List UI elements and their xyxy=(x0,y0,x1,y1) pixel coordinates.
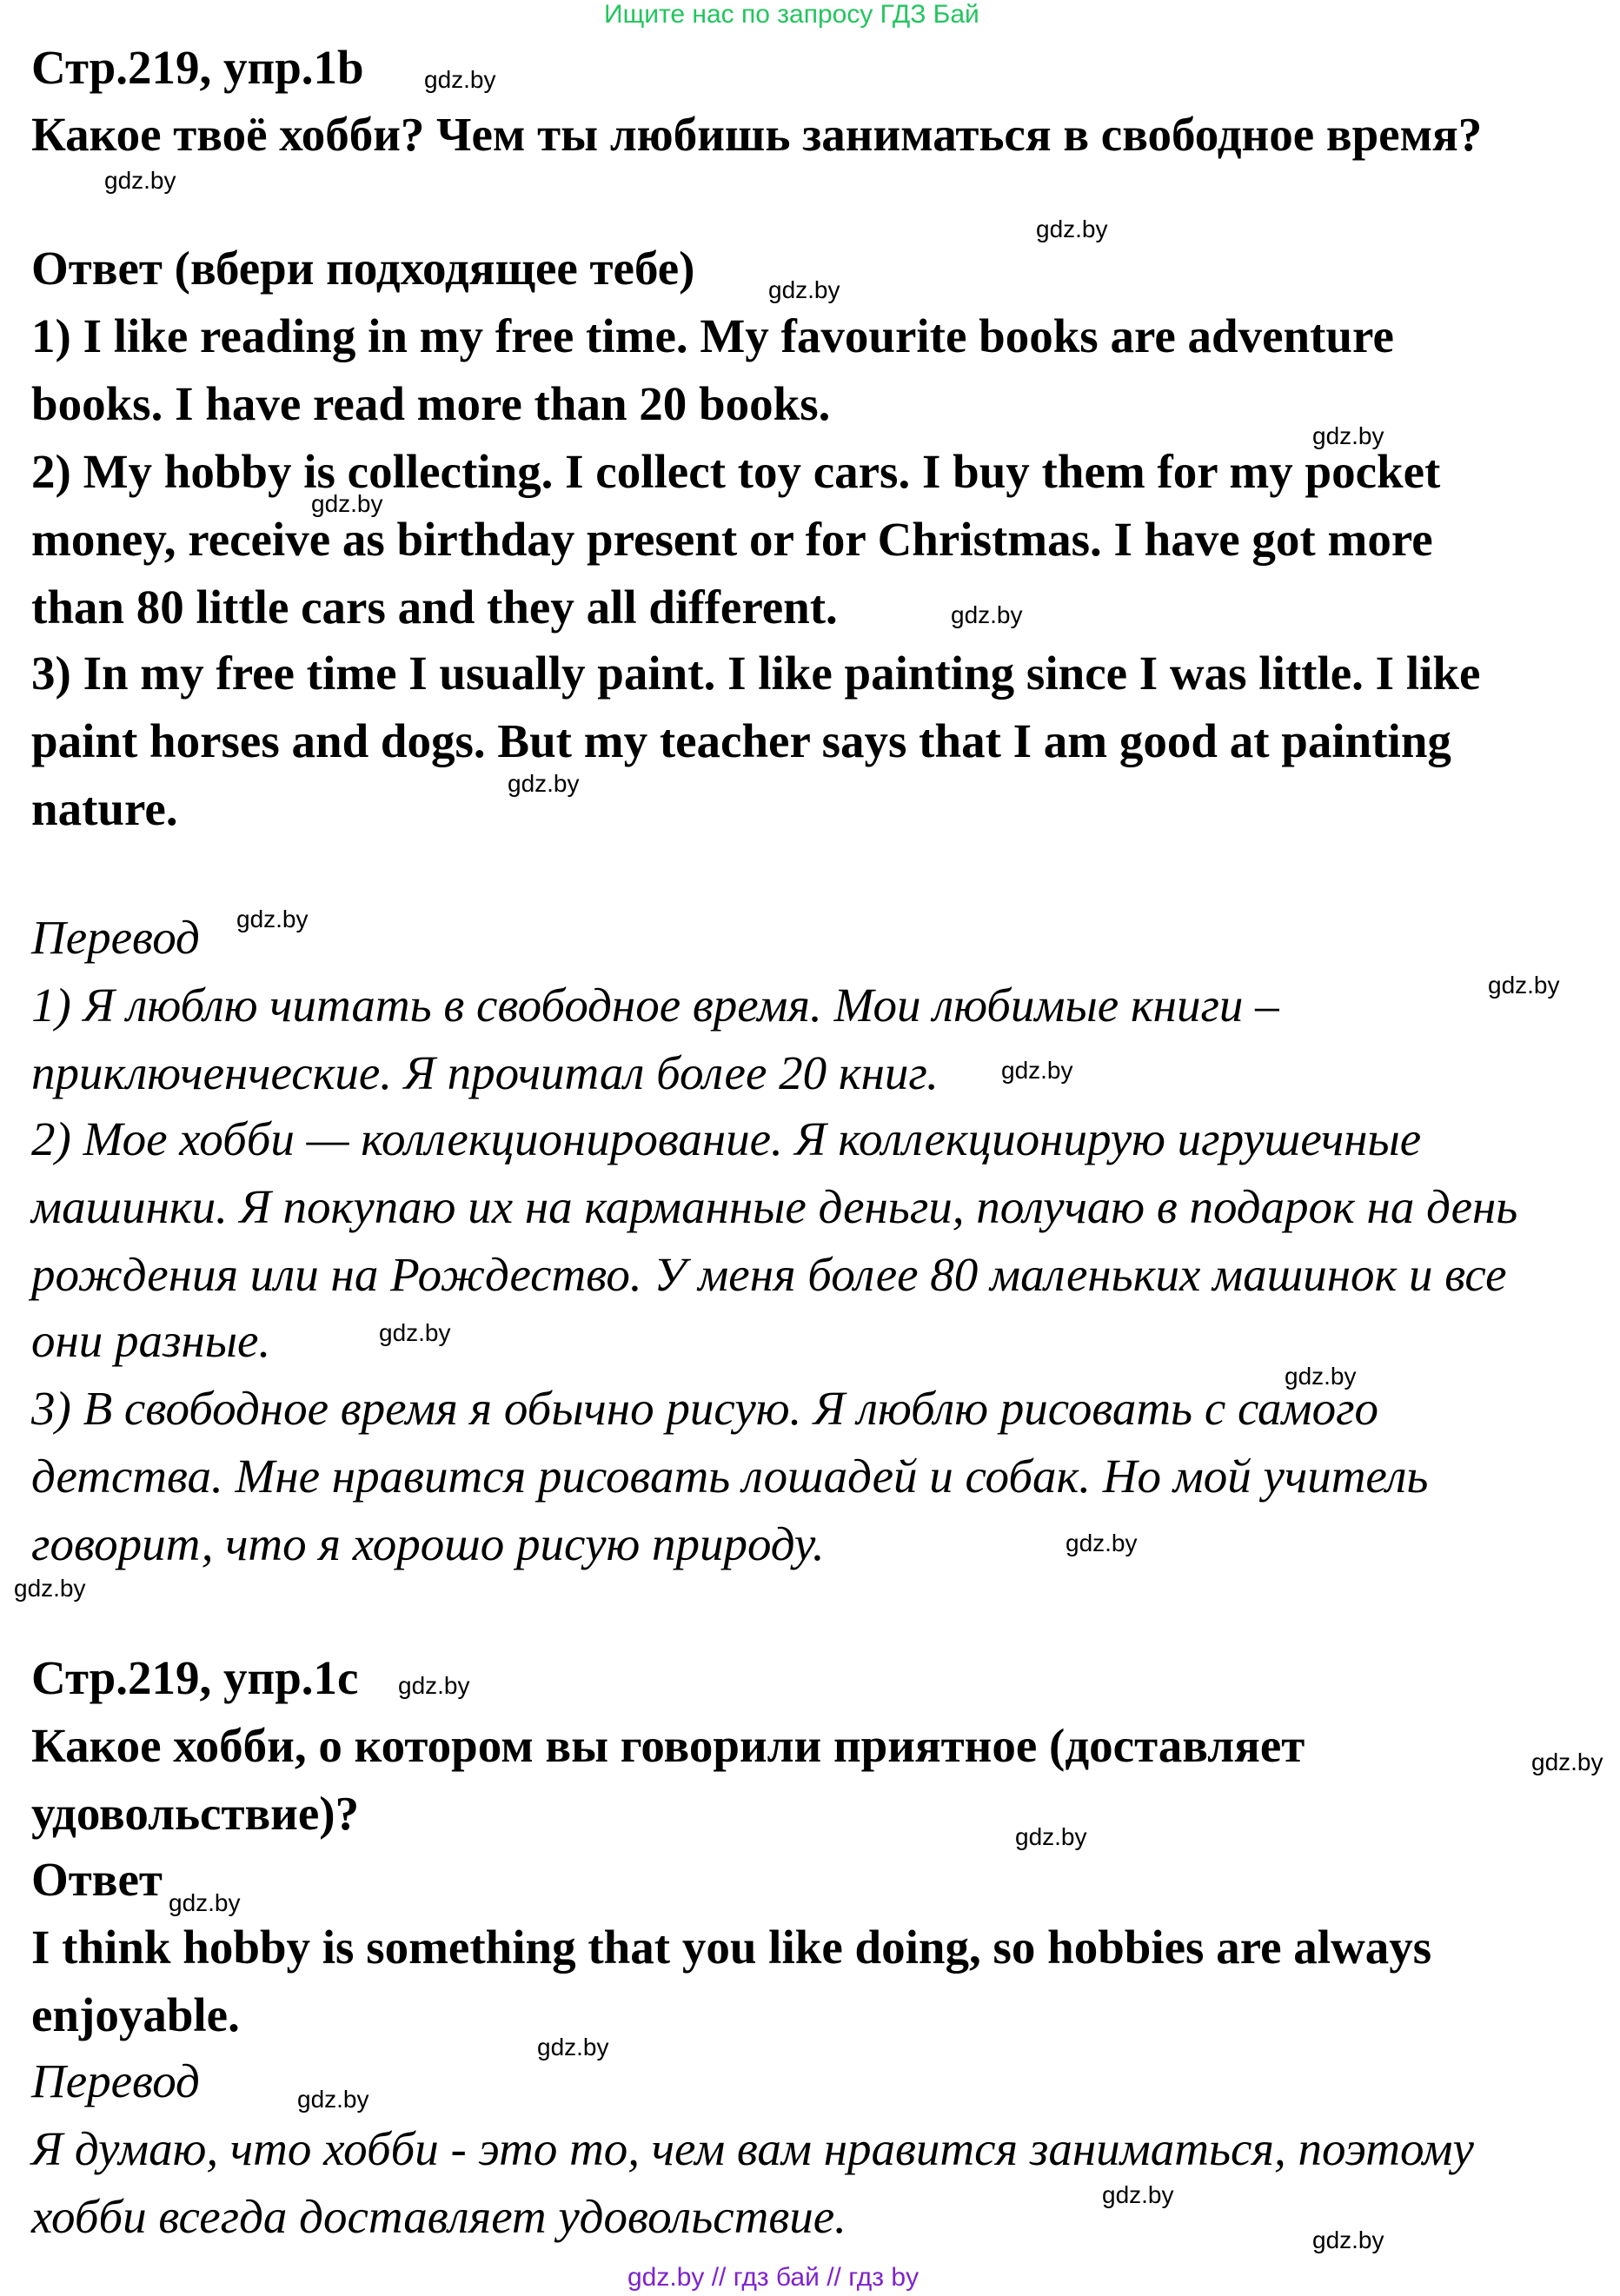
footer-links[interactable]: gdz.by // гдз бай // гдз by xyxy=(627,2263,920,2292)
watermark: gdz.by xyxy=(537,2034,609,2060)
translation-line: машинки. Я покупаю их на карманные деньги, получаю в подарок на день xyxy=(31,1180,1518,1233)
watermark: gdz.by xyxy=(379,1319,451,1346)
watermark: gdz.by xyxy=(297,2086,369,2113)
watermark: gdz.by xyxy=(1531,1749,1603,1775)
watermark: gdz.by xyxy=(951,601,1023,628)
translation-line: хобби всегда доставляет удовольствие. xyxy=(31,2190,847,2243)
watermark: gdz.by xyxy=(508,770,580,797)
exercise-1c-question-line: удовольствие)? xyxy=(31,1787,360,1840)
watermark: gdz.by xyxy=(236,906,309,932)
watermark: gdz.by xyxy=(1312,422,1384,449)
translation-line: они разные. xyxy=(31,1314,271,1367)
translation-line: детства. Мне нравится рисовать лошадей и собак. Но мой учитель xyxy=(31,1450,1429,1503)
watermark: gdz.by xyxy=(14,1575,86,1602)
watermark: gdz.by xyxy=(1488,972,1560,999)
exercise-1c-heading: Стр.219, упр.1c xyxy=(31,1651,359,1704)
watermark: gdz.by xyxy=(1102,2181,1174,2208)
watermark: gdz.by xyxy=(1066,1530,1138,1556)
exercise-1c-answer-label: Ответ xyxy=(31,1853,163,1906)
search-banner[interactable]: Ищите нас по запросу ГДЗ Бай xyxy=(604,0,979,29)
watermark: gdz.by xyxy=(424,66,496,93)
answer-line: paint horses and dogs. But my teacher says that I am good at painting xyxy=(31,714,1451,767)
answer-line: nature. xyxy=(31,782,178,835)
translation-label: Перевод xyxy=(31,911,200,964)
watermark: gdz.by xyxy=(768,276,840,303)
translation-line: 1) Я люблю читать в свободное время. Мои любимые книги – xyxy=(31,979,1279,1032)
answer-line: enjoyable. xyxy=(31,1988,240,2041)
translation-line: 2) Мое хобби — коллекционирование. Я коллекционирую игрушечные xyxy=(31,1112,1422,1165)
translation-line: говорит, что я хорошо рисую природу. xyxy=(31,1517,825,1570)
exercise-1b-heading: Стр.219, упр.1b xyxy=(31,41,364,94)
translation-line: Я думаю, что хобби - это то, чем вам нравится заниматься, поэтому xyxy=(31,2122,1474,2175)
answer-line: 1) I like reading in my free time. My favourite books are adventure xyxy=(31,309,1394,362)
translation-line: 3) В свободное время я обычно рисую. Я люблю рисовать с самого xyxy=(31,1382,1379,1435)
answer-line: books. I have read more than 20 books. xyxy=(31,377,831,430)
watermark: gdz.by xyxy=(398,1672,470,1699)
watermark: gdz.by xyxy=(1036,216,1108,242)
translation-line: приключенческие. Я прочитал более 20 книг. xyxy=(31,1046,939,1099)
watermark: gdz.by xyxy=(1312,2226,1384,2253)
watermark: gdz.by xyxy=(1001,1057,1073,1084)
translation-line: рождения или на Рождество. У меня более 80 маленьких машинок и все xyxy=(31,1248,1507,1301)
exercise-1c-question-line: Какое хобби, о котором вы говорили приятное (доставляет xyxy=(31,1719,1305,1772)
exercise-1b-question: Какое твоё хобби? Чем ты любишь заниматься в свободное время? xyxy=(31,108,1483,161)
answer-line: 2) My hobby is collecting. I collect toy cars. I buy them for my pocket xyxy=(31,445,1441,498)
watermark: gdz.by xyxy=(169,1889,241,1916)
answer-line: 3) In my free time I usually paint. I like painting since I was little. I like xyxy=(31,647,1481,700)
answer-line: than 80 little cars and they all different. xyxy=(31,581,838,634)
answer-line: I think hobby is something that you like doing, so hobbies are always xyxy=(31,1921,1432,1974)
watermark: gdz.by xyxy=(1015,1823,1087,1850)
watermark: gdz.by xyxy=(1285,1363,1357,1390)
translation-label: Перевод xyxy=(31,2054,200,2107)
answer-line: money, receive as birthday present or for Christmas. I have got more xyxy=(31,513,1433,566)
watermark: gdz.by xyxy=(311,490,383,517)
exercise-1b-answer-label: Ответ (вбери подходящее тебе) xyxy=(31,242,695,295)
watermark: gdz.by xyxy=(104,167,176,194)
